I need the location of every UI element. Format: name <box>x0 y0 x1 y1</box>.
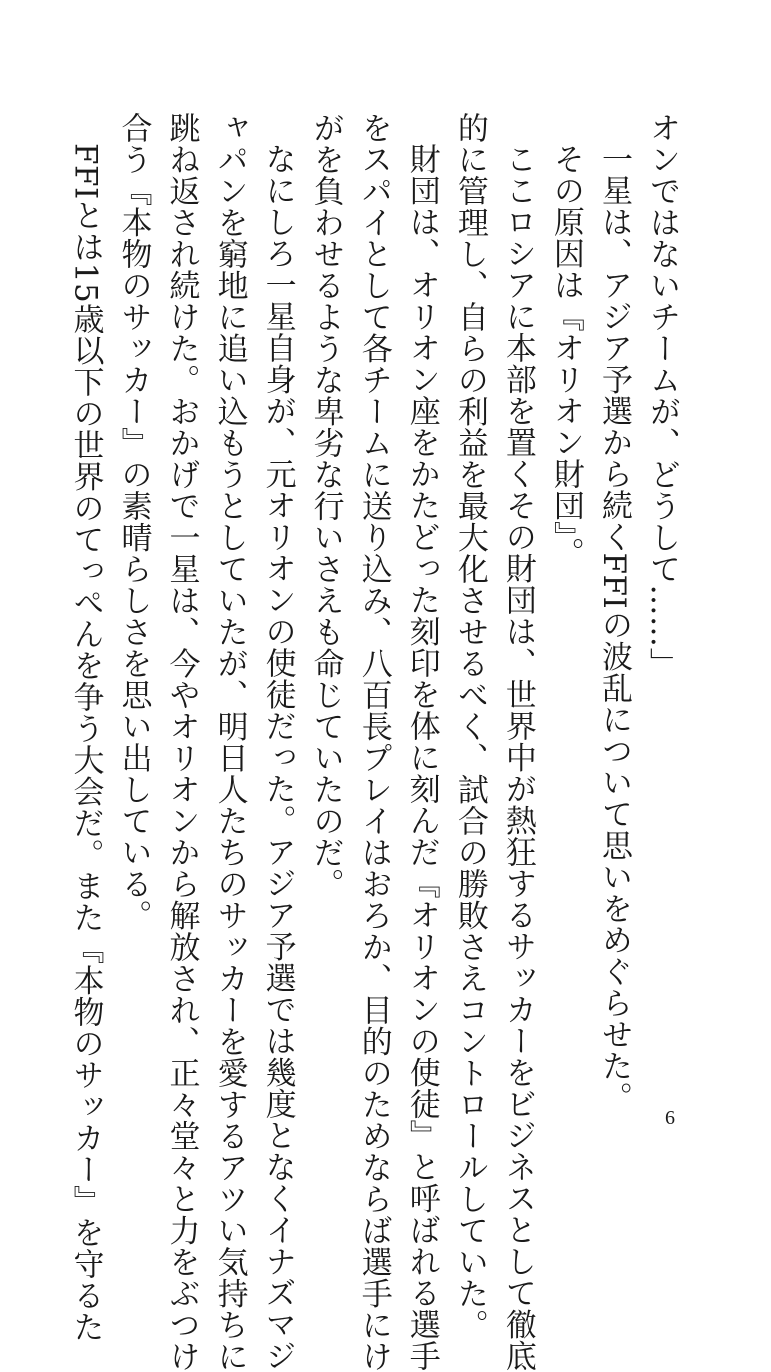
text-line: ャパンを窮地に追い込もうとしていたが、明日人たちのサッカーを愛するアツい気持ちに <box>211 112 248 1372</box>
page-number: 6 <box>665 1107 675 1129</box>
text-line: 一星は、アジア予選から続くFFIの波乱について思いをめぐらせた。 <box>595 143 632 1114</box>
vertical-text-body <box>61 112 686 1372</box>
text-line: 的に管理し、自らの利益を最大化させるべく、試合の勝敗さえコントロールしていた。 <box>451 112 488 1341</box>
text-line: なにしろ一星自身が、元オリオンの使徒だった。アジア予選では幾度となくイナズマジ <box>259 143 296 1372</box>
text-line: がを負わせるような卑劣な行いさえも命じていたのだ。 <box>307 112 344 900</box>
text-line: 合う『本物のサッカー』の素晴らしさを思い出している。 <box>115 112 152 931</box>
text-line: 跳ね返され続けた。おかげで一星は、今やオリオンから解放され、正々堂々と力をぶつけ <box>163 112 200 1372</box>
text-line: FFIとは15歳以下の世界のてっぺんを争う大会だ。また『本物のサッカー』を守るた <box>67 143 104 1343</box>
text-line: 財団は、オリオン座をかたどった刻印を体に刻んだ『オリオンの使徒』と呼ばれる選手 <box>403 143 440 1372</box>
text-line: をスパイとして各チームに送り込み、八百長プレイはおろか、目的のためならば選手にけ <box>355 112 392 1372</box>
text-line: ここロシアに本部を置くその財団は、世界中が熱狂するサッカーをビジネスとして徹底 <box>499 143 536 1372</box>
text-line: オンではないチームが、どうして……」 <box>644 112 680 679</box>
text-line: その原因は『オリオン財団』。 <box>547 143 584 569</box>
